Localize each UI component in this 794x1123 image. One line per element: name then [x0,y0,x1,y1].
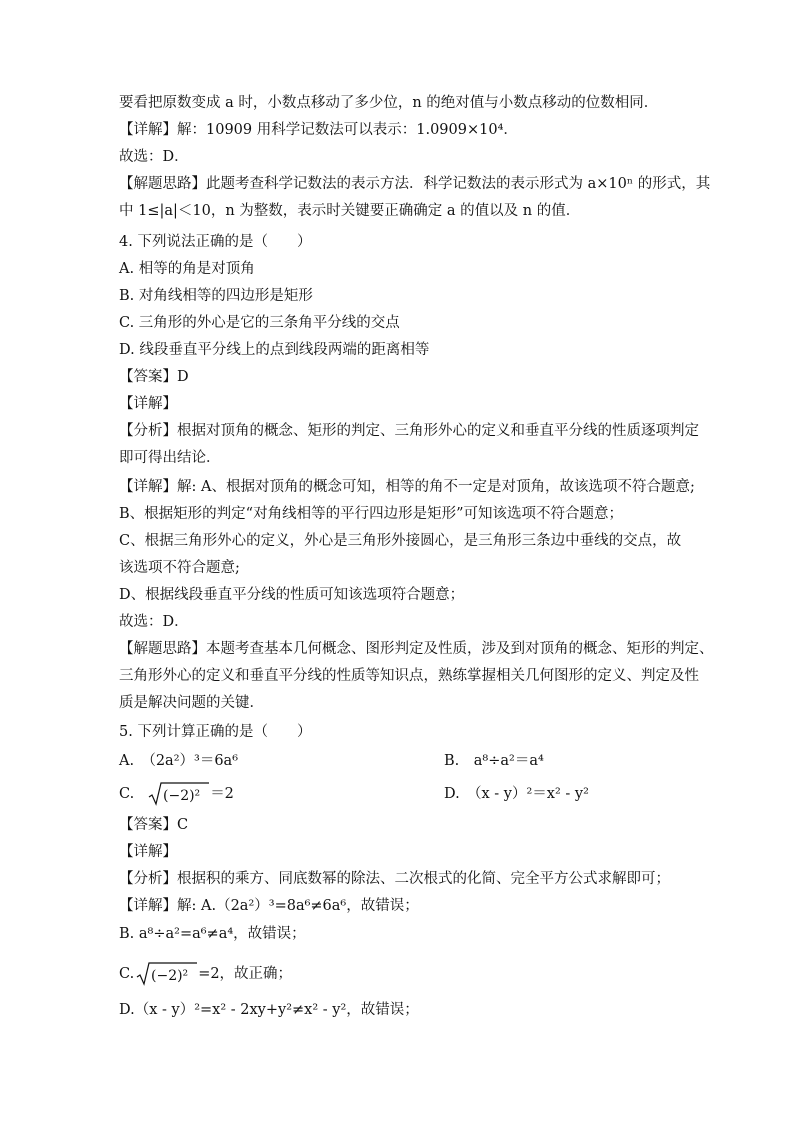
q4-detail-d: D、根据线段垂直平分线的性质可知该选项符合题意； [119,587,465,603]
text-line: 要看把原数变成 a 时，小数点移动了多少位，n 的绝对值与小数点移动的位数相同． [119,95,659,111]
q5-detail-c-label: C. [119,966,135,982]
q5-detail-b: B. a⁸÷a²=a⁶≠a⁴，故错误； [119,926,306,942]
q4-idea-cont: 质是解决问题的关键． [119,695,264,711]
q4-option-d: D. 线段垂直平分线上的点到线段两端的距离相等 [119,342,430,358]
q4-analysis: 【分析】根据对顶角的概念、矩形的判定、三角形外心的定义和垂直平分线的性质逐项判定 [119,423,699,439]
q4-idea-cont: 三角形外心的定义和垂直平分线的性质等知识点，熟练掌握相关几何图形的定义、判定及性 [119,668,699,684]
q4-choose: 故选：D． [119,614,189,630]
q5-detail-heading: 【详解】 [119,844,177,860]
question-4-stem: 4. 下列说法正确的是（ ） [119,234,312,250]
q4-detail-c: C、根据三角形外心的定义，外心是三角形外接圆心，是三角形三条边中垂线的交点，故 [119,533,682,549]
q5-answer: 【答案】C [119,817,189,833]
q5-detail-d: D.（x - y）²=x² - 2xy+y²≠x² - y²，故错误； [119,1002,419,1018]
q5-detail-a: 【详解】解: A.（2a²）³=8a⁶≠6a⁶，故错误； [119,898,419,914]
q5-detail-c [119,960,679,988]
sqrt-expression [136,961,198,987]
q5-option-c-label: C. [119,786,135,802]
q4-detail-a: 【详解】解: A、根据对顶角的概念可知，相等的角不一定是对顶角，故该选项不符合题意; [119,479,695,495]
q5-option-b: B. a⁸÷a²＝a⁴ [444,753,544,769]
q4-detail-heading: 【详解】 [119,396,177,412]
q4-answer: 【答案】D [119,369,189,385]
q4-option-c: C. 三角形的外心是它的三条角平分线的交点 [119,315,400,331]
text-line: 故选：D． [119,149,189,165]
radicand: (−2)² [151,968,189,984]
q5-option-a: A. （2a²）³＝6a⁶ [119,753,239,769]
q4-detail-b: B、根据矩形的判定“对角线相等的平行四边形是矩形”可知该选项不符合题意； [119,506,623,522]
q5-option-d: D. （x - y）²＝x² - y² [444,786,589,802]
q4-analysis-cont: 即可得出结论． [119,450,221,466]
q5-analysis: 【分析】根据积的乘方、同底数幂的除法、二次根式的化简、完全平方公式求解即可； [119,871,670,887]
q4-idea: 【解题思路】本题考查基本几何概念、图形判定及性质，涉及到对顶角的概念、矩形的判定、 [119,641,714,657]
radicand: (−2)² [163,788,201,804]
sqrt-expression [148,781,210,807]
q4-detail-c-cont: 该选项不符合题意; [119,560,240,576]
text-line: 【详解】解：10909 用科学记数法可以表示：1.0909×10⁴． [119,122,518,138]
q4-option-b: B. 对角线相等的四边形是矩形 [119,288,313,304]
text-line: 中 1≤|a|＜10，n 为整数，表示时关键要正确确定 a 的值以及 n 的值． [119,203,581,219]
q5-option-c-value: ＝2 [210,786,234,802]
question-5-stem: 5. 下列计算正确的是（ ） [119,724,312,740]
q5-detail-c-value: =2，故正确； [198,966,293,982]
q4-option-a: A. 相等的角是对顶角 [119,261,255,277]
text-line: 【解题思路】此题考查科学记数法的表示方法．科学记数法的表示形式为 a×10ⁿ 的形式，其 [119,176,711,192]
